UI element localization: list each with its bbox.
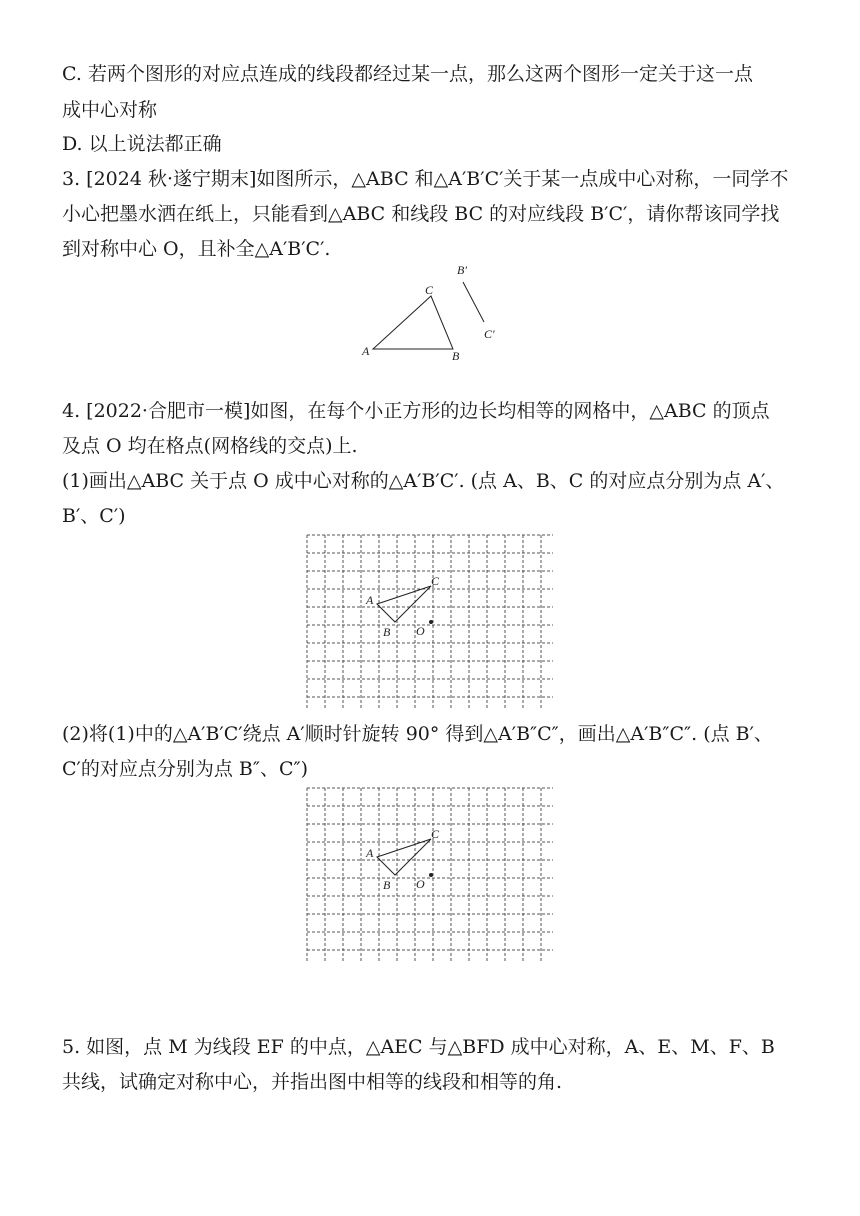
fig3-label-b: B — [452, 349, 460, 362]
option-c-line1: C. 若两个图形的对应点连成的线段都经过某一点，那么这两个图形一定关于这一点 — [62, 63, 753, 85]
triangle-abc — [377, 586, 431, 622]
grid-label-c: C — [431, 827, 440, 841]
triangle-abc — [377, 839, 431, 875]
point-o — [429, 620, 433, 624]
option-c-line2: 成中心对称 — [62, 99, 158, 121]
grid-label-o: O — [416, 877, 425, 891]
fig3-label-c1: C′ — [484, 327, 495, 341]
grid-label-a: A — [366, 846, 374, 860]
grid-label-o: O — [416, 624, 425, 638]
q4-part2-line1: (2)将(1)中的△A′B′C′绕点 A′顺时针旋转 90° 得到△A′B″C″，画出△A′B″C″. (点 B′、 — [62, 723, 773, 745]
q4-line1: 4. [2022·合肥市一模]如图，在每个小正方形的边长均相等的网格中，△ABC 的顶点 — [62, 400, 770, 422]
grid-label-b: B — [383, 878, 391, 892]
fig3-label-b1: B′ — [457, 263, 467, 277]
q4-grid-1 — [305, 533, 555, 713]
fig3-label-c: C — [425, 283, 434, 297]
q3-line3: 到对称中心 O，且补全△A′B′C′. — [62, 238, 331, 260]
q3-figure — [356, 262, 516, 362]
q3-line1: 3. [2024 秋·遂宁期末]如图所示，△ABC 和△A′B′C′关于某一点成中心对称，一同学不 — [62, 168, 789, 190]
q4-part1-line2: B′、C′) — [62, 505, 126, 527]
point-o — [429, 873, 433, 877]
q5-line2: 共线，试确定对称中心，并指出图中相等的线段和相等的角. — [62, 1071, 563, 1093]
option-d: D. 以上说法都正确 — [62, 133, 222, 155]
triangle-abc — [373, 296, 453, 349]
q4-grid-2 — [305, 786, 555, 966]
fig3-label-a: A — [362, 344, 370, 358]
grid-label-a: A — [366, 593, 374, 607]
q4-part2-line2: C′的对应点分别为点 B″、C″) — [62, 758, 308, 780]
q3-line2: 小心把墨水洒在纸上，只能看到△ABC 和线段 BC 的对应线段 B′C′，请你帮该同学找 — [62, 203, 780, 225]
grid-label-c: C — [431, 574, 440, 588]
q4-part1-line1: (1)画出△ABC 关于点 O 成中心对称的△A′B′C′. (点 A、B、C 的对应点分别为点 A′、 — [62, 470, 785, 492]
grid-label-b: B — [383, 625, 391, 639]
q5-line1: 5. 如图，点 M 为线段 EF 的中点，△AEC 与△BFD 成中心对称，A、E、M、F、B — [62, 1036, 775, 1058]
q4-line2: 及点 O 均在格点(网格线的交点)上. — [62, 435, 358, 457]
segment-b1c1 — [463, 282, 484, 322]
